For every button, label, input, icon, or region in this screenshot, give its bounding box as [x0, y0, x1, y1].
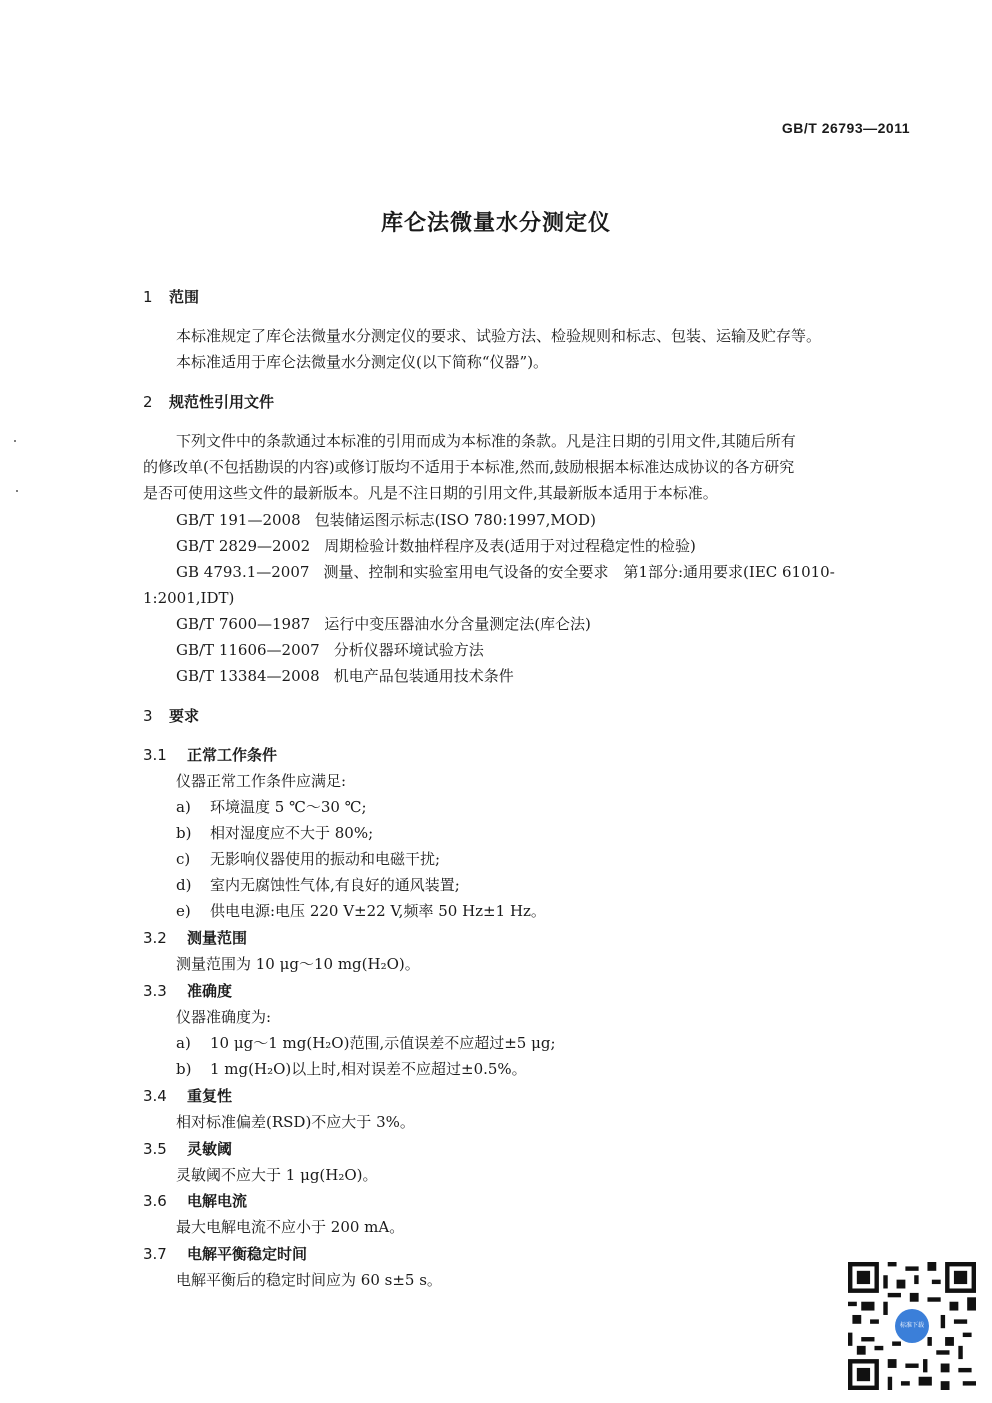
paragraph: 本标准规定了库仑法微量水分测定仪的要求、试验方法、检验规则和标志、包装、运输及贮存等。	[176, 327, 822, 345]
list-item: a) 环境温度 5 ℃～30 ℃;	[176, 798, 367, 816]
subsection-heading-3-3: 3.3 准确度	[143, 982, 233, 1000]
scan-speck	[16, 490, 18, 492]
standard-code: GB/T 26793—2011	[781, 120, 910, 136]
paragraph: 电解平衡后的稳定时间应为 60 s±5 s。	[176, 1271, 442, 1289]
list-item: d) 室内无腐蚀性气体,有良好的通风装置;	[176, 876, 460, 894]
reference-item: GB/T 11606—2007 分析仪器环境试验方法	[176, 641, 484, 659]
reference-item: GB/T 2829—2002 周期检验计数抽样程序及表(适用于对过程稳定性的检验)	[176, 537, 696, 555]
subsection-heading-3-6: 3.6 电解电流	[143, 1192, 248, 1210]
paragraph: 仪器准确度为:	[176, 1008, 272, 1026]
paragraph: 本标准适用于库仑法微量水分测定仪(以下简称“仪器”)。	[176, 353, 549, 371]
paragraph: 的修改单(不包括勘误的内容)或修订版均不适用于本标准,然而,鼓励根据本标准达成协议的各方研究	[143, 458, 795, 476]
reference-item: GB 4793.1—2007 测量、控制和实验室用电气设备的安全要求 第1部分:通用要求(IEC 61010-	[176, 563, 835, 581]
section-heading-1: 1 范围	[143, 288, 200, 306]
section-heading-3: 3 要求	[143, 707, 200, 725]
subsection-heading-3-2: 3.2 测量范围	[143, 929, 248, 947]
reference-item: GB/T 191—2008 包装储运图示标志(ISO 780:1997,MOD)	[176, 511, 596, 529]
paragraph: 最大电解电流不应小于 200 mA。	[176, 1218, 405, 1236]
list-item: b) 1 mg(H₂O)以上时,相对误差不应超过±0.5%。	[176, 1060, 527, 1078]
subsection-heading-3-5: 3.5 灵敏阈	[143, 1140, 233, 1158]
reference-item: GB/T 13384—2008 机电产品包装通用技术条件	[176, 667, 514, 685]
list-item: c) 无影响仪器使用的振动和电磁干扰;	[176, 850, 441, 868]
list-item: a) 10 μg～1 mg(H₂O)范围,示值误差不应超过±5 μg;	[176, 1034, 556, 1052]
paragraph: 灵敏阈不应大于 1 μg(H₂O)。	[176, 1166, 378, 1184]
subsection-heading-3-4: 3.4 重复性	[143, 1087, 233, 1105]
scan-speck	[14, 440, 16, 442]
reference-item: GB/T 7600—1987 运行中变压器油水分含量测定法(库仑法)	[176, 615, 591, 633]
qr-badge: 标准下载	[895, 1309, 929, 1343]
subsection-heading-3-7: 3.7 电解平衡稳定时间	[143, 1245, 308, 1263]
list-item: e) 供电电源:电压 220 V±22 V,频率 50 Hz±1 Hz。	[176, 902, 546, 920]
paragraph: 是否可使用这些文件的最新版本。凡是不注日期的引用文件,其最新版本适用于本标准。	[143, 484, 718, 502]
paragraph: 仪器正常工作条件应满足:	[176, 772, 347, 790]
document-title: 库仑法微量水分测定仪	[380, 211, 611, 236]
reference-item-continuation: 1:2001,IDT)	[143, 589, 235, 607]
paragraph: 下列文件中的条款通过本标准的引用而成为本标准的条款。凡是注日期的引用文件,其随后所有	[176, 432, 796, 450]
paragraph: 测量范围为 10 μg～10 mg(H₂O)。	[176, 955, 420, 973]
paragraph: 相对标准偏差(RSD)不应大于 3%。	[176, 1113, 415, 1131]
list-item: b) 相对湿度应不大于 80%;	[176, 824, 374, 842]
subsection-heading-3-1: 3.1 正常工作条件	[143, 746, 278, 764]
section-heading-2: 2 规范性引用文件	[143, 393, 275, 411]
